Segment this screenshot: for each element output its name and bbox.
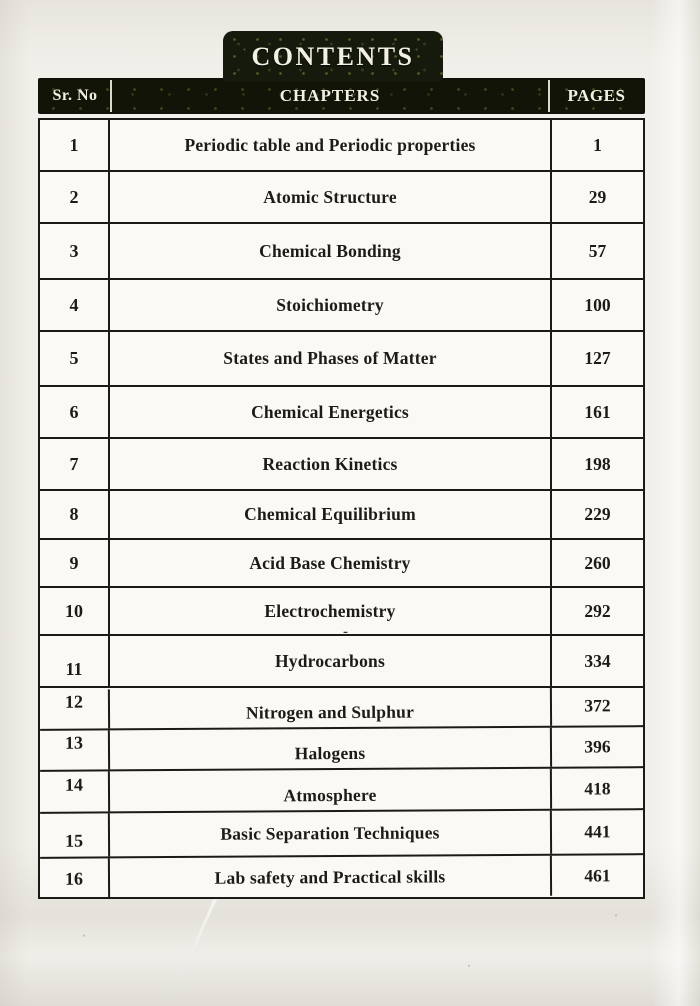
row-page-number: 229 [584, 504, 611, 524]
cell-sr-no [40, 689, 110, 728]
table-row [40, 540, 643, 588]
cell-chapter [110, 120, 550, 170]
row-chapter-title: Atomic Structure [263, 186, 397, 207]
row-sr-no: 13 [64, 732, 84, 753]
row-chapter-title: States and Phases of Matter [223, 348, 437, 368]
cell-chapter [110, 224, 550, 278]
row-page-number: 198 [584, 453, 611, 474]
row-page-number: 260 [584, 552, 611, 573]
cell-chapter [110, 588, 550, 634]
cell-page [550, 588, 643, 634]
row-page-number: 100 [584, 294, 611, 315]
table-row [40, 686, 643, 731]
row-chapter-title: Acid Base Chemistry [249, 552, 411, 573]
row-page-number: 372 [584, 695, 611, 716]
cell-chapter [110, 769, 550, 812]
row-page-number: 292 [584, 600, 611, 621]
row-chapter-title: Periodic table and Periodic properties [184, 134, 476, 155]
row-sr-no: 7 [69, 453, 79, 474]
cell-page [550, 686, 643, 726]
table-row [40, 332, 643, 387]
cell-page [550, 855, 643, 896]
table-row [40, 727, 643, 772]
row-page-number: 418 [584, 777, 611, 799]
row-sr-no: 9 [69, 552, 79, 573]
cell-page [550, 810, 643, 854]
cell-page [550, 439, 643, 489]
cell-sr-no [40, 858, 110, 898]
row-sr-no: 6 [69, 401, 79, 422]
header-sr-no-label: Sr. No [52, 87, 98, 104]
row-chapter-title: Chemical Equilibrium [244, 504, 416, 524]
row-page-number: 334 [584, 650, 611, 671]
table-row [40, 588, 643, 636]
table-row [40, 172, 643, 224]
row-chapter-title: Reaction Kinetics [262, 453, 398, 474]
row-chapter-title: Basic Separation Techniques [220, 822, 440, 844]
cell-sr-no [40, 588, 110, 634]
table-row [40, 439, 643, 491]
row-sr-no: 2 [69, 186, 79, 207]
row-page-number: 396 [584, 736, 611, 757]
row-sr-no: 15 [64, 830, 84, 851]
cell-page [550, 280, 643, 330]
row-page-number: 441 [584, 821, 611, 842]
row-page-number: 57 [588, 240, 607, 261]
cell-sr-no [40, 540, 110, 586]
cell-sr-no [40, 120, 110, 170]
cell-chapter [110, 332, 550, 385]
table-row [40, 387, 643, 439]
cell-sr-no [40, 332, 110, 385]
cell-page [550, 491, 643, 538]
row-chapter-title: Lab safety and Practical skills [214, 865, 446, 888]
row-page-number: 1 [593, 134, 602, 155]
cell-chapter [110, 856, 550, 899]
row-page-number: 461 [584, 864, 611, 886]
cell-sr-no [40, 491, 110, 538]
cell-sr-no [40, 439, 110, 489]
cell-page [550, 540, 643, 586]
cell-sr-no [40, 636, 110, 686]
cell-chapter [110, 687, 550, 729]
cell-page [550, 224, 643, 278]
header-cell-sr-no [40, 80, 112, 112]
row-sr-no: 8 [69, 504, 79, 524]
cell-sr-no [40, 280, 110, 330]
cell-page [550, 172, 643, 222]
row-chapter-title: Chemical Bonding [259, 240, 401, 261]
cell-sr-no [40, 730, 110, 769]
cell-chapter [110, 491, 550, 538]
table-row [40, 855, 643, 899]
cell-sr-no [40, 387, 110, 437]
cell-page [550, 332, 643, 385]
row-page-number: 127 [584, 348, 611, 368]
row-chapter-title: Nitrogen and Sulphur [245, 701, 415, 723]
row-page-number: 161 [584, 401, 611, 422]
contents-table [38, 78, 645, 899]
cell-page [550, 727, 643, 767]
table-row [40, 120, 643, 172]
row-sr-no: 11 [65, 658, 83, 679]
row-sr-no: 1 [69, 134, 79, 155]
row-sr-no: 4 [69, 294, 79, 315]
cell-page [550, 636, 643, 686]
cell-page [550, 120, 643, 170]
row-chapter-title: Stoichiometry [276, 294, 384, 315]
row-sr-no: 12 [64, 691, 84, 712]
table-row [40, 636, 643, 688]
cell-sr-no [40, 224, 110, 278]
cell-chapter [110, 636, 550, 686]
cell-sr-no [40, 172, 110, 222]
row-chapter-title: Hydrocarbons [274, 650, 385, 671]
row-page-number: 29 [588, 186, 607, 207]
scan-crease-artifact [141, 888, 221, 1006]
table-row [40, 768, 643, 814]
cell-chapter [110, 439, 550, 489]
row-chapter-title: Chemical Energetics [251, 401, 409, 422]
table-row [40, 810, 643, 859]
table-body [38, 118, 645, 899]
cell-sr-no [40, 813, 110, 856]
cell-chapter [110, 172, 550, 222]
table-row [40, 280, 643, 332]
header-pages-label: PAGES [567, 86, 626, 105]
contents-title-box [223, 31, 443, 82]
cell-page [550, 768, 643, 809]
cell-chapter [110, 540, 550, 586]
cell-chapter [110, 280, 550, 330]
table-row [40, 491, 643, 540]
row-sr-no: 16 [64, 868, 84, 889]
cell-sr-no [40, 771, 110, 811]
row-sr-no: 10 [65, 600, 83, 621]
page-title: CONTENTS [251, 41, 415, 71]
header-cell-chapters [112, 80, 548, 112]
row-chapter-title: Halogens [294, 742, 366, 764]
table-row [40, 224, 643, 280]
row-chapter-title: Electrochemistry [264, 600, 396, 621]
cell-chapter [110, 387, 550, 437]
scan-artifact-dash: - [343, 624, 348, 640]
cell-chapter [110, 728, 550, 770]
row-chapter-title: Atmosphere [283, 784, 377, 805]
row-sr-no: 5 [69, 348, 79, 368]
cell-page [550, 387, 643, 437]
header-cell-pages [548, 80, 643, 112]
row-sr-no: 14 [64, 774, 84, 795]
row-sr-no: 3 [69, 240, 79, 261]
cell-chapter [110, 811, 550, 857]
header-chapters-label: CHAPTERS [279, 86, 381, 105]
table-header-row [38, 78, 645, 114]
